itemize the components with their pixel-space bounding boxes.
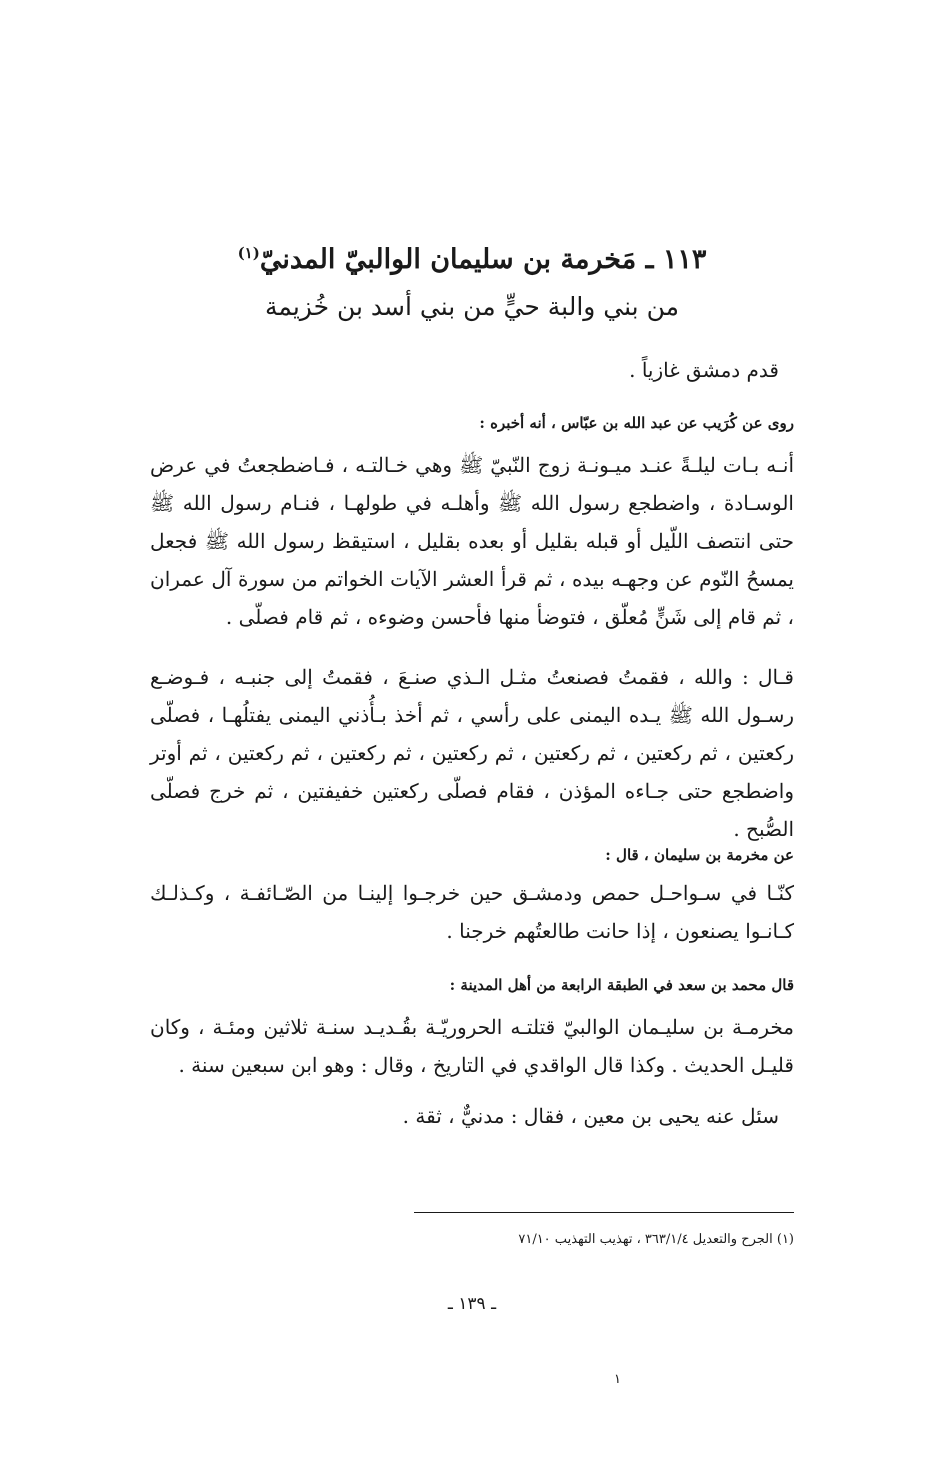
footnote-reference: (١) bbox=[237, 244, 260, 262]
section-source-1: روى عن كُرَيب عن عبد الله بن عبّاس ، أنه أخبره : bbox=[479, 414, 794, 432]
entry-subtitle: من بني والبة حيٍّ من بني أسد بن خُزيمة bbox=[264, 292, 680, 321]
sheet-mark: ١ bbox=[614, 1372, 621, 1387]
section-source-3: قال محمد بن سعد في الطبقة الرابعة من أهل المدينة : bbox=[449, 976, 794, 994]
entry-title-text: ١١٣ ـ مَخرمة بن سليمان الوالبيّ المدنيّ bbox=[259, 244, 707, 275]
page-number: ـ ١٣٩ ـ bbox=[447, 1294, 497, 1314]
paragraph: كنّـا في سـواحـل حمص ودمشـق حين خرجـوا إلينـا من الصّـائفـة ، وكـذلـك كـانـوا يصنعون ، إذا حانت طالعتُهم خرجنا . bbox=[150, 881, 795, 943]
section-source-2: عن مخرمة بن سليمان ، قال : bbox=[605, 846, 794, 864]
entry-title bbox=[150, 244, 794, 275]
paragraph: أنـه بـات ليلـةً عنـد ميـونـة زوج النّبيّ ﷺ وهي خـالتـه ، فـاضطجعتُ في عرض الوسـادة ، واضطجع رسول الله ﷺ وأهلـه في طولهـا ، فنـام رسول الله ﷺ حتى انتصف اللّيل أو قبله بقليل أو بعده بقليل ، استيقظ رسول الله ﷺ فجعل يمسحُ النّوم عن وجهـه بيده ، ثم قرأ العشر الآيات الخواتم من سورة آل عمران ، ثم قام إلى شَنٍّ مُعلّق ، فتوضأ منها فأحسن وضوءه ، ثم قام فصلّى . bbox=[150, 453, 794, 629]
intro-line: قدم دمشق غازياً . bbox=[629, 358, 779, 382]
paragraph: قـال : والله ، فقمتُ فصنعتُ مثـل الـذي صنـعَ ، فقمتُ إلى جنبـه ، فـوضـع رسـول الله ﷺ يـده اليمنى على رأسي ، ثم أخذ بـأُذني اليمنى يفتلُهـا ، فصلّى ركعتين ، ثم ركعتين ، ثم ركعتين ، ثم ركعتين ، ثم ركعتين ، ثم ركعتين ، ثم أوتر واضطجع حتى جـاءه المؤذن ، فقام فصلّى ركعتين خفيفتين ، ثم خرج فصلّى الصُّبح . bbox=[150, 665, 794, 841]
footnote: (١) الجرح والتعديل ٣٦٣/١/٤ ، تهذيب التهذيب ٧١/١٠ bbox=[518, 1232, 794, 1247]
footnote-divider bbox=[414, 1212, 794, 1213]
paragraph: مخرمـة بن سليـمان الوالبيّ قتلتـه الحروريّـة بقُـديـد سنـة ثلاثين ومئـة ، وكان قليـل الحديث . وكذا قال الواقدي في التاريخ ، وقال : وهو ابن سبعين سنة . bbox=[150, 1015, 794, 1077]
paragraph: سئل عنه يحيى بن معين ، فقال : مدنيٌّ ، ثقة . bbox=[402, 1104, 779, 1128]
